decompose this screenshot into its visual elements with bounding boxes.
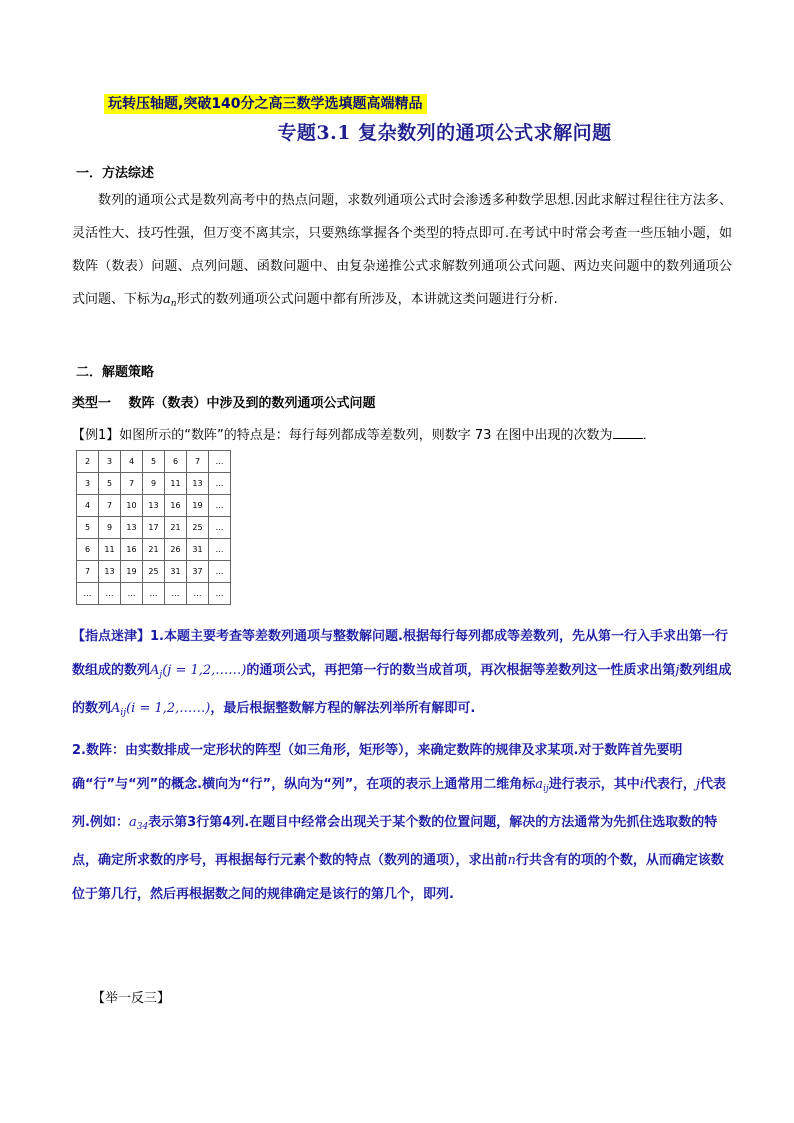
number-array-table: [76, 450, 231, 605]
grid-cell: 2: [77, 451, 99, 473]
grid-cell: 16: [121, 539, 143, 561]
grid-cell: 21: [143, 539, 165, 561]
grid-cell: 21: [165, 517, 187, 539]
grid-cell: …: [187, 583, 209, 605]
grid-cell: …: [209, 451, 231, 473]
grid-cell: 19: [187, 495, 209, 517]
grid-row: [77, 583, 231, 605]
math-a-n: $a_n$: [163, 292, 177, 309]
math-A-j: $A_j$: [150, 663, 163, 680]
grid-cell: 16: [165, 495, 187, 517]
grid-cell: 31: [165, 561, 187, 583]
grid-cell: 3: [99, 451, 121, 473]
method-text-b: 形式的数列通项公式问题中都有所涉及，本讲就这类问题进行分析.: [176, 292, 558, 307]
grid-cell: 5: [77, 517, 99, 539]
grid-row: [77, 451, 231, 473]
grid-cell: 9: [99, 517, 121, 539]
grid-row: [77, 561, 231, 583]
math-a-34: $a_{34}$: [128, 815, 149, 832]
grid-row: [77, 495, 231, 517]
page-title: [0, 118, 794, 145]
grid-cell: 11: [165, 473, 187, 495]
grid-cell: 37: [187, 561, 209, 583]
grid-cell: 4: [121, 451, 143, 473]
grid-cell: 7: [77, 561, 99, 583]
grid-cell: …: [121, 583, 143, 605]
practice-tag: 【举一反三】: [92, 991, 171, 1006]
grid-cell: …: [165, 583, 187, 605]
grid-cell: …: [209, 495, 231, 517]
grid-row: [77, 539, 231, 561]
answer-blank: [613, 426, 643, 439]
grid-cell: 25: [143, 561, 165, 583]
grid-cell: 13: [143, 495, 165, 517]
section-heading-strategy: 二．解题策略: [76, 365, 155, 380]
section-heading-method: 一．方法综述: [76, 166, 155, 181]
grid-cell: 10: [121, 495, 143, 517]
method-paragraph: [72, 184, 732, 321]
grid-cell: 7: [121, 473, 143, 495]
example-1: 【例1】如图所示的“数阵”的特点是：每行每列都成等差数列，则数字 73 在图中出现的次数为 ．: [72, 428, 656, 443]
grid-cell: 26: [165, 539, 187, 561]
type-one-heading: 类型一 数阵（数表）中涉及到的数列通项公式问题: [72, 396, 376, 411]
grid-cell: 5: [99, 473, 121, 495]
example-1-text: 【例1】如图所示的“数阵”的特点是：每行每列都成等差数列，则数字 73 在图中出现的次数为: [72, 428, 613, 443]
math-a-ij: $a_{ij}$: [535, 777, 549, 794]
grid-cell: 7: [187, 451, 209, 473]
grid-cell: 13: [187, 473, 209, 495]
grid-cell: …: [209, 539, 231, 561]
grid-row: [77, 473, 231, 495]
method-text-a: 数列的通项公式是数列高考中的热点问题，求数列通项公式时会渗透多种数学思想.因此求解过程往往方法多、灵活性大、技巧性强，但万变不离其宗，只要熟练掌握各个类型的特点即可.在考试中时常会考查一些压轴小题，如数阵（数表）问题、点列问题、函数问题中、由复杂递推公式求解数列通项公式问题、两边夹问题中的数列通项公式问题、下标为: [72, 193, 732, 307]
grid-cell: 6: [77, 539, 99, 561]
grid-cell: …: [209, 473, 231, 495]
grid-row: [77, 517, 231, 539]
grid-cell: 25: [187, 517, 209, 539]
grid-cell: 11: [99, 539, 121, 561]
grid-cell: 13: [121, 517, 143, 539]
grid-cell: 13: [99, 561, 121, 583]
title-text: 专题3.1 复杂数列的通项公式求解问题: [277, 122, 612, 144]
grid-cell: …: [209, 517, 231, 539]
grid-cell: 17: [143, 517, 165, 539]
analysis-section: 【指点迷津】1.本题主要考查等差数列通项与整数解问题.根据每行每列都成等差数列，先从第一行入手求出第一行数组成的数列$A_j(j$ = 1,2,……)的通项公式，再把第一行的数当成首项，再次根据等差数列这一性质求出第j数列组成的数列$A_{ij}(i$ = 1,2,……)，最后根据整数解方程的解法列举所有解即可. 2.数阵：由实数排成一定形状的阵型（如三角形，矩形等），来确定数阵的规律及求某项.对于数阵首先要明确“行”与“列”的概念.横向为“行”，纵向为“列”，在项的表示上通常用二维角标$a_{ij}$进行表示，其中i代表行，j代表列.例如：$a_{34}$表示第3行第4列.在题目中经常会出现关于某个数的位置问题，解决的方法通常为先抓住选取数的特点，确定所求数的序号，再根据每行元素个数的特点（数列的通项），求出前n行共含有的项的个数，从而确定该数位于第几行，然后再根据数之间的规律确定是该行的第几个，即列.: [72, 629, 732, 902]
series-banner: 玩转压轴题,突破140分之高三数学选填题高端精品: [104, 94, 427, 114]
grid-cell: 9: [143, 473, 165, 495]
grid-cell: …: [209, 583, 231, 605]
grid-cell: 31: [187, 539, 209, 561]
grid-cell: …: [77, 583, 99, 605]
analysis-tag: 【指点迷津】: [72, 629, 151, 644]
grid-cell: 4: [77, 495, 99, 517]
grid-cell: 5: [143, 451, 165, 473]
grid-cell: 7: [99, 495, 121, 517]
grid-cell: …: [209, 561, 231, 583]
grid-cell: …: [99, 583, 121, 605]
grid-cell: 6: [165, 451, 187, 473]
grid-cell: 19: [121, 561, 143, 583]
math-A-ij: $A_{ij}$: [111, 701, 127, 718]
grid-cell: 3: [77, 473, 99, 495]
grid-cell: …: [143, 583, 165, 605]
